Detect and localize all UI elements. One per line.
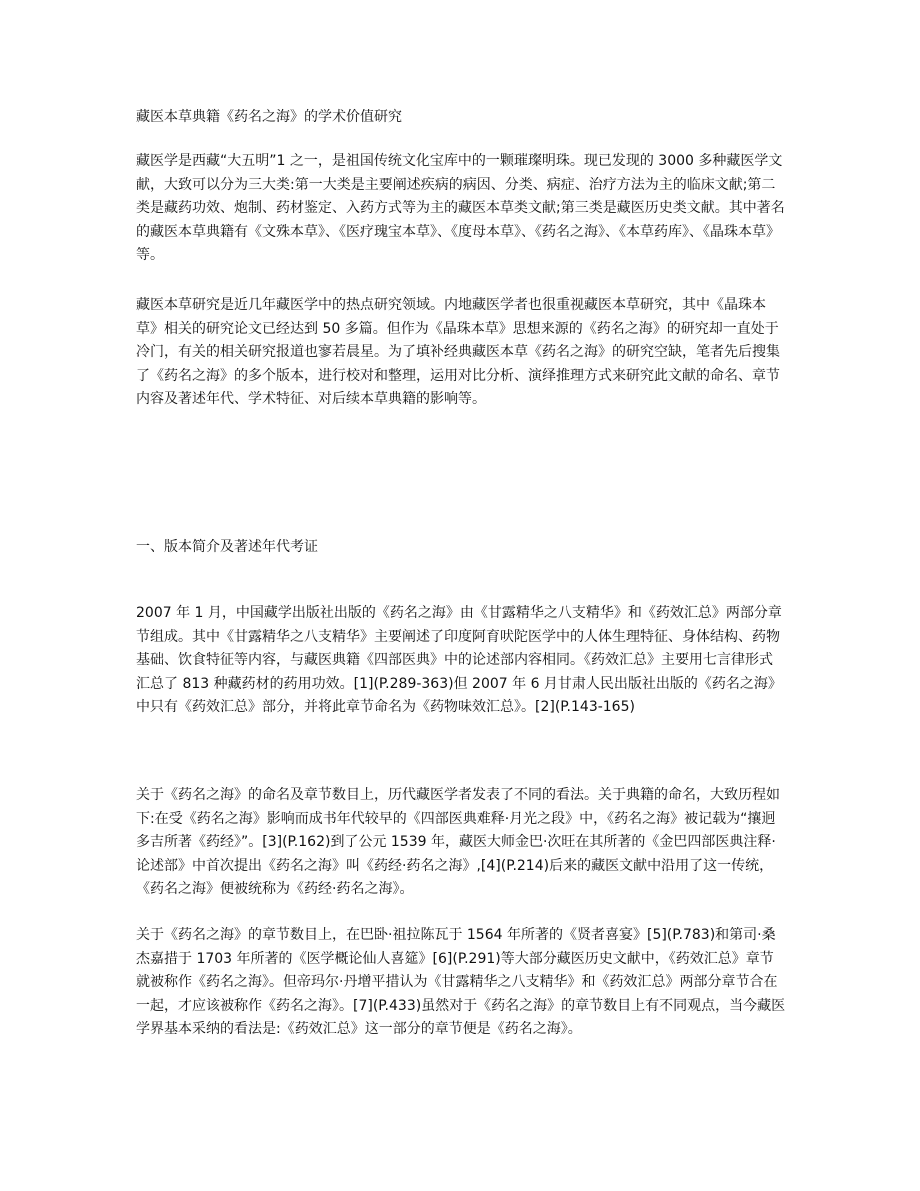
intro-paragraph-2: 藏医本草研究是近几年藏医学中的热点研究领域。内地藏医学者也很重视藏医本草研究，其中《晶珠本草》相关的研究论文已经达到 50 多篇。但作为《晶珠本草》思想来源的《药名之海》的研究却一直处于冷门，有关的相关研究报道也寥若晨星。为了填补经典藏医本草《药名之海》的研究空缺，笔者先后搜集了《药名之海》的多个版本，进行校对和整理，运用对比分析、演绎推理方式来研究此文献的命名、章节内容及著述年代、学术特征、对后续本草典籍的影响等。 bbox=[136, 297, 780, 407]
section-paragraph-2: 关于《药名之海》的命名及章节数目上，历代藏医学者发表了不同的看法。关于典籍的命名，大致历程如下:在受《药名之海》影响而成书年代较早的《四部医典难释·月光之段》中，《药名之海》被记载为“攘迥多吉所著《药经》”。[3](P.162)到了公元 1539 年，藏医大师金巴·次旺在其所著的《金巴四部医典注释·论述部》中首次提出《药名之海》叫《药经·药名之海》,[4](P.214)后来的藏医文献中沿用了这一传统，《药名之海》便被统称为《药经·药名之海》。 bbox=[136, 787, 780, 897]
document-title: 藏医本草典籍《药名之海》的学术价值研究 bbox=[136, 109, 402, 125]
section-paragraph-3: 关于《药名之海》的章节数目上，在巴卧·祖拉陈瓦于 1564 年所著的《贤者喜宴》[5](P.783)和第司·桑杰嘉措于 1703 年所著的《医学概论仙人喜筵》[6](P.291)等大部分藏医历史文献中，《药效汇总》章节就被称作《药名之海》。但帝玛尔·丹增平措认为《甘露精华之八支精华》和《药效汇总》两部分章节合在一起，才应该被称作《药名之海》。[7](P.433)虽然对于《药名之海》的章节数目上有不同观点，当今藏医学界基本采纳的看法是:《药效汇总》这一部分的章节便是《药名之海》。 bbox=[136, 927, 786, 1037]
section-paragraph-1: 2007 年 1 月，中国藏学出版社出版的《药名之海》由《甘露精华之八支精华》和《药效汇总》两部分章节组成。其中《甘露精华之八支精华》主要阐述了印度阿育吠陀医学中的人体生理特征、身体结构、药物基础、饮食特征等内容，与藏医典籍《四部医典》中的论述部内容相同。《药效汇总》主要用七言律形式汇总了 813 种藏药材的药用功效。[1](P.289-363)但 2007 年 6 月甘肃人民出版社出版的《药名之海》中只有《药效汇总》部分，并将此章节命名为《药物味效汇总》。[2](P.143-165) bbox=[136, 605, 782, 715]
section-heading: 一、版本简介及著述年代考证 bbox=[136, 539, 318, 555]
intro-paragraph-1: 藏医学是西藏“大五明”1 之一，是祖国传统文化宝库中的一颗璀璨明珠。现已发现的 3000 多种藏医学文献，大致可以分为三大类:第一大类是主要阐述疾病的病因、分类、病症、治疗方法为主的临床文献;第二类是藏药功效、炮制、药材鉴定、入药方式等为主的藏医本草类文献;第三类是藏医历史类文献。其中著名的藏医本草典籍有《文殊本草》、《医疗瑰宝本草》、《度母本草》、《药名之海》、《本草药库》、《晶珠本草》等。 bbox=[136, 153, 785, 263]
